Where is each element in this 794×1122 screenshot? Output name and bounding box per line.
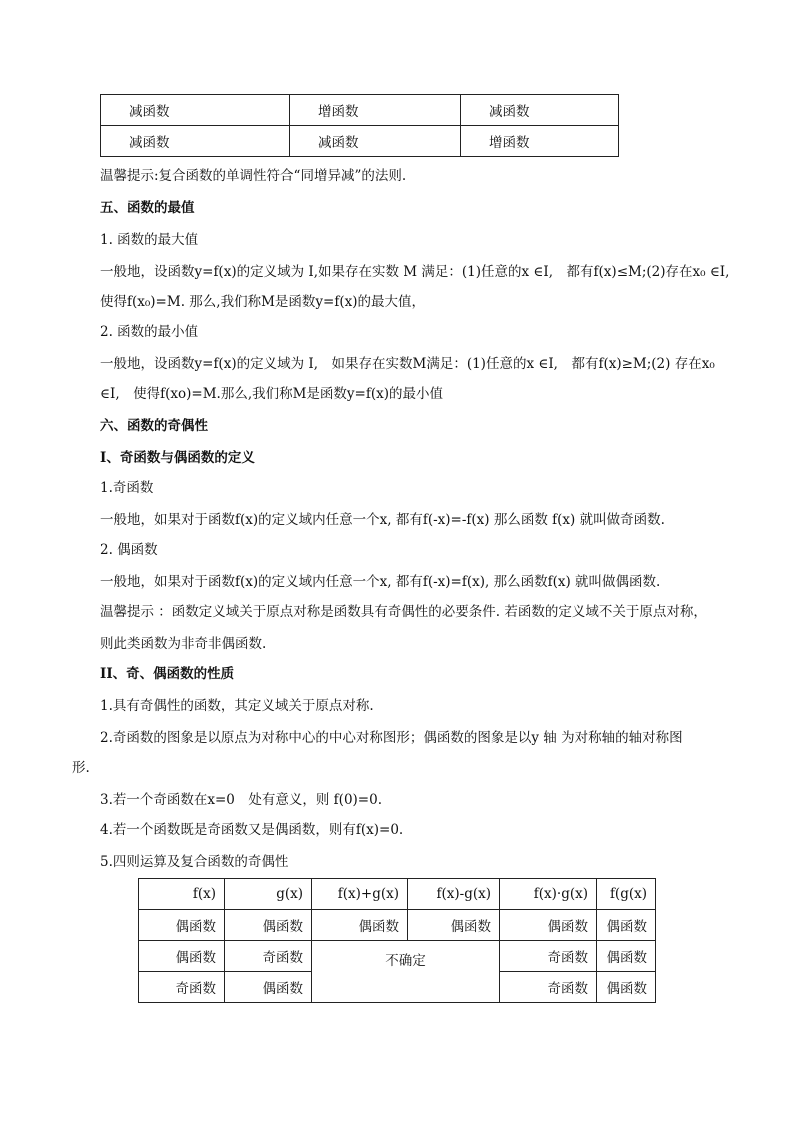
composite-monotonicity-tip: 温馨提示:复合函数的单调性符合“同增异减”的法则. [100,168,407,184]
table-header-row [139,879,656,910]
even-function-title: 2. 偶函数 [100,542,158,558]
table-cell: 减函数 [290,126,461,157]
table-cell: 偶函数 [139,910,225,941]
table-cell: 偶函数 [500,910,597,941]
property-item: 5.四则运算及复合函数的奇偶性 [100,854,289,870]
even-function-definition: 一般地，如果对于函数f(x)的定义域内任意一个x, 都有f(-x)=f(x), 那么函数f(x) 就叫做偶函数. [100,574,661,590]
table-row [139,941,656,972]
table-row [139,910,656,941]
table-cell: 偶函数 [225,910,312,941]
subsection-heading-properties: II、奇、偶函数的性质 [100,666,235,682]
table-cell: 偶函数 [597,941,656,972]
table-cell: 偶函数 [408,910,500,941]
table-cell: 奇函数 [225,941,312,972]
table-cell: 减函数 [101,95,290,126]
table-cell: 减函数 [101,126,290,157]
max-value-definition-line: 一般地，设函数y=f(x)的定义域为 I,如果存在实数 M 满足：(1)任意的x ∈I, 都有f(x)≤M;(2)存在x₀ ∈I, [100,264,730,280]
monotonicity-table [100,94,619,157]
table-header-cell: f(x) [139,879,225,910]
property-item: 2.奇函数的图象是以原点为对称中心的中心对称图形；偶函数的图象是以y 轴 为对称轴的轴对称图 [100,730,683,746]
min-value-definition-line: 一般地，设函数y=f(x)的定义域为 I, 如果存在实数M满足：(1)任意的x ∈I, 都有f(x)≥M;(2) 存在x₀ [100,356,715,372]
table-cell: 偶函数 [597,910,656,941]
property-item: 1.具有奇偶性的函数，其定义域关于原点对称. [100,698,374,714]
table-header-cell: f(g(x) [597,879,656,910]
table-cell: 偶函数 [139,941,225,972]
min-value-definition-line: ∈I, 使得f(xo)=M.那么,我们称M是函数y=f(x)的最小值 [100,386,444,402]
odd-function-title: 1.奇函数 [100,480,154,496]
max-value-title: 1. 函数的最大值 [100,232,199,248]
table-header-cell: f(x)·g(x) [500,879,597,910]
parity-operations-table [138,878,656,1003]
section-heading-extremum: 五、函数的最值 [100,200,195,216]
table-cell: 奇函数 [139,972,225,1003]
table-cell: 减函数 [461,95,619,126]
table-row [101,95,619,126]
table-cell: 增函数 [290,95,461,126]
table-header-cell: f(x)+g(x) [312,879,408,910]
subsection-heading-definitions: I、奇函数与偶函数的定义 [100,450,255,466]
table-cell: 偶函数 [225,972,312,1003]
table-header-cell: f(x)-g(x) [408,879,500,910]
table-row [101,126,619,157]
table-header-cell: g(x) [225,879,312,910]
table-cell-merged: 不确定 [312,941,500,1003]
table-cell: 奇函数 [500,972,597,1003]
odd-function-definition: 一般地，如果对于函数f(x)的定义域内任意一个x, 都有f(-x)=-f(x) 那么函数 f(x) 就叫做奇函数. [100,512,665,528]
table-cell: 增函数 [461,126,619,157]
max-value-definition-line: 使得f(x₀)=M. 那么,我们称M是函数y=f(x)的最大值， [100,294,425,310]
table-cell: 奇函数 [500,941,597,972]
parity-tip-line: 则此类函数为非奇非偶函数. [100,636,267,652]
parity-tip-line: 温馨提示 ：函数定义域关于原点对称是函数具有奇偶性的必要条件. 若函数的定义域不关于原点对称， [100,604,707,620]
table-cell: 偶函数 [312,910,408,941]
section-heading-parity: 六、函数的奇偶性 [100,418,208,434]
property-item: 3.若一个奇函数在x=0 处有意义，则 f(0)=0. [100,792,382,808]
property-item: 4.若一个函数既是奇函数又是偶函数，则有f(x)=0. [100,822,404,838]
min-value-title: 2. 函数的最小值 [100,324,199,340]
table-cell: 偶函数 [597,972,656,1003]
property-item-continuation: 形. [72,760,90,776]
